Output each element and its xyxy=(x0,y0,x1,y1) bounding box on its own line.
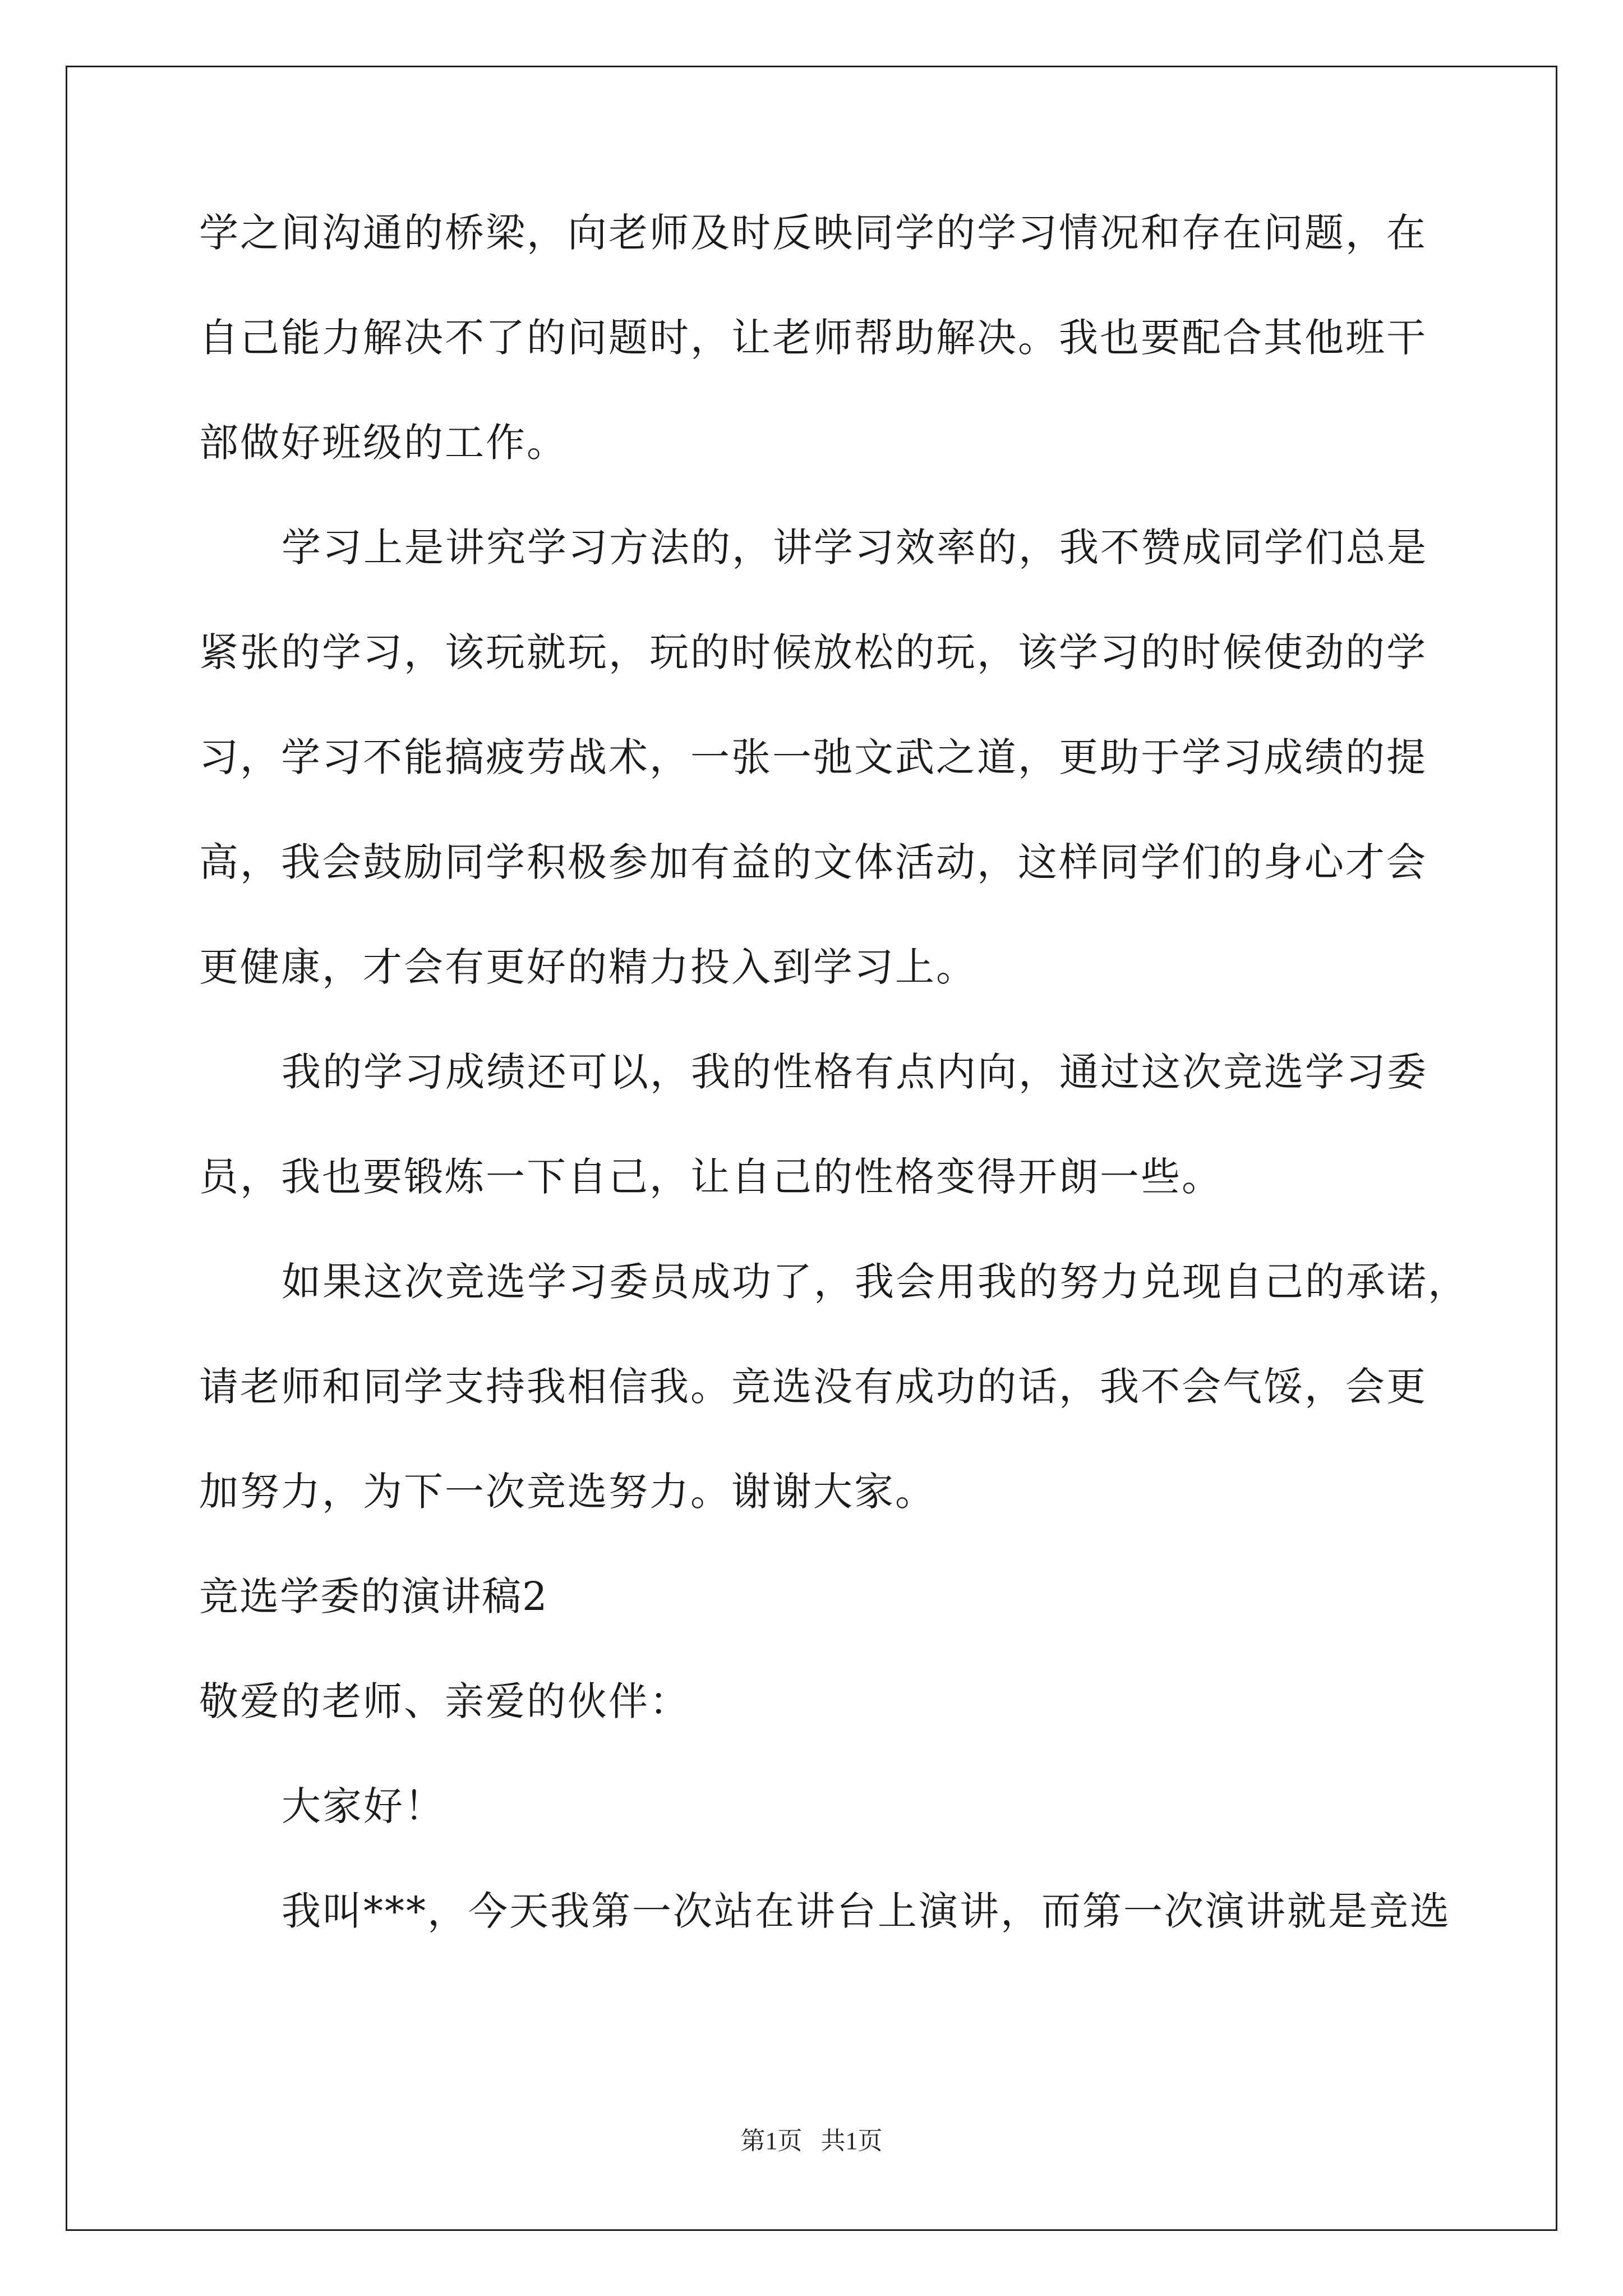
text-line: 自己能力解决不了的问题时，让老师帮助解决。我也要配合其他班干 xyxy=(199,315,1427,361)
paragraph-start-line: 我的学习成绩还可以，我的性格有点内向，通过这次竞选学习委 xyxy=(282,1049,1428,1095)
salutation: 敬爱的老师、亲爱的伙伴： xyxy=(199,1678,690,1724)
text-line: 加努力，为下一次竞选努力。谢谢大家。 xyxy=(199,1469,936,1515)
document-body xyxy=(199,210,1469,1996)
text-line: 学之间沟通的桥梁，向老师及时反映同学的学习情况和存在问题，在 xyxy=(199,210,1427,256)
text-line: 习，学习不能搞疲劳战术，一张一弛文武之道，更助于学习成绩的提 xyxy=(199,734,1427,780)
text-line: 紧张的学习，该玩就玩，玩的时候放松的玩，该学习的时候使劲的学 xyxy=(199,629,1427,675)
paragraph-start-line: 学习上是讲究学习方法的，讲学习效率的，我不赞成同学们总是 xyxy=(282,524,1428,570)
section-title: 竞选学委的演讲稿2 xyxy=(199,1573,548,1619)
text-line: 高，我会鼓励同学积极参加有益的文体活动，这样同学们的身心才会 xyxy=(199,839,1427,885)
paragraph-start-line: 我叫***，今天我第一次站在讲台上演讲，而第一次演讲就是竞选 xyxy=(282,1888,1451,1934)
paragraph-start-line: 如果这次竞选学习委员成功了，我会用我的努力兑现自己的承诺， xyxy=(282,1259,1469,1305)
text-line: 更健康，才会有更好的精力投入到学习上。 xyxy=(199,944,977,990)
text-line: 请老师和同学支持我相信我。竞选没有成功的话，我不会气馁，会更 xyxy=(199,1364,1427,1410)
text-line: 部做好班级的工作。 xyxy=(199,420,568,466)
text-line: 员，我也要锻炼一下自己，让自己的性格变得开朗一些。 xyxy=(199,1154,1223,1200)
page-number-footer: 第1页 共1页 xyxy=(740,2127,883,2155)
greeting: 大家好！ xyxy=(282,1783,445,1829)
